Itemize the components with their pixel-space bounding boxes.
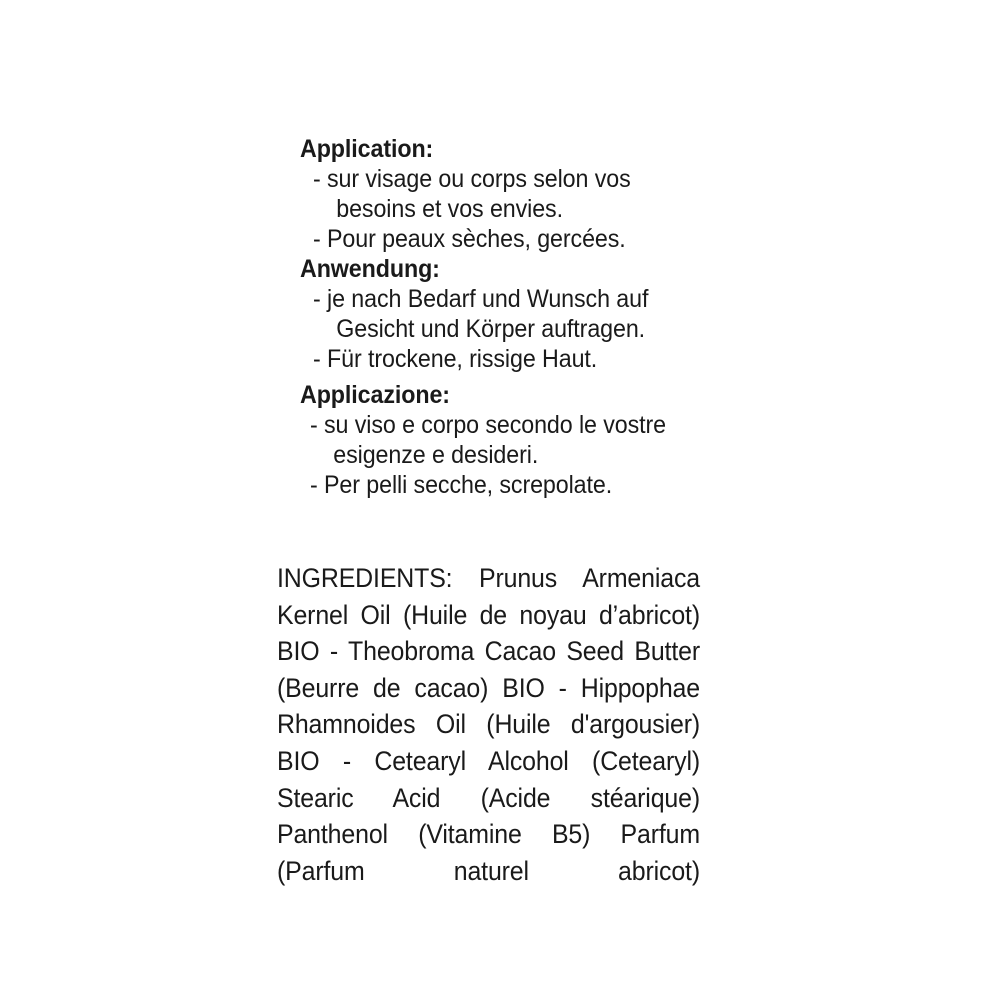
usage-bullet-german-2: - Für trockene, rissige Haut. [313,345,598,373]
usage-heading-german: Anwendung: [300,255,440,283]
usage-bullets-french [300,164,700,254]
usage-group-german [300,254,700,374]
usage-bullet-french-1: - sur visage ou corps selon vos besoins et vos envies. [313,165,631,223]
usage-bullets-german [300,284,700,374]
usage-heading-italian: Applicazione: [300,381,450,409]
usage-bullet-german-1: - je nach Bedarf und Wunsch auf Gesicht und Körper auftragen. [313,285,649,343]
usage-bullet-french-2: - Pour peaux sèches, gercées. [313,225,626,253]
usage-group-italian [300,380,700,500]
usage-heading-french: Application: [300,135,434,163]
usage-group-french [300,134,700,254]
usage-bullet-italian-1: - su viso e corpo secondo le vostre esigenze e desideri. [310,411,667,469]
usage-instructions-block [300,134,700,500]
usage-bullets-italian [300,410,700,500]
usage-bullet-italian-2: - Per pelli secche, screpolate. [310,471,613,499]
ingredients-list: INGREDIENTS: Prunus Armeniaca Kernel Oil (Huile de noyau d’abricot) BIO - Theobroma Cacao Seed Butter (Beurre de cacao) BIO - Hippophae Rhamnoides Oil (Huile d'argousier) BIO - Cetearyl Alcohol (Cetearyl) Stearic Acid (Acide stéarique) Panthenol (Vitamine B5) Parfum (Parfum naturel abricot) [277,563,700,886]
ingredients-block [277,560,727,926]
